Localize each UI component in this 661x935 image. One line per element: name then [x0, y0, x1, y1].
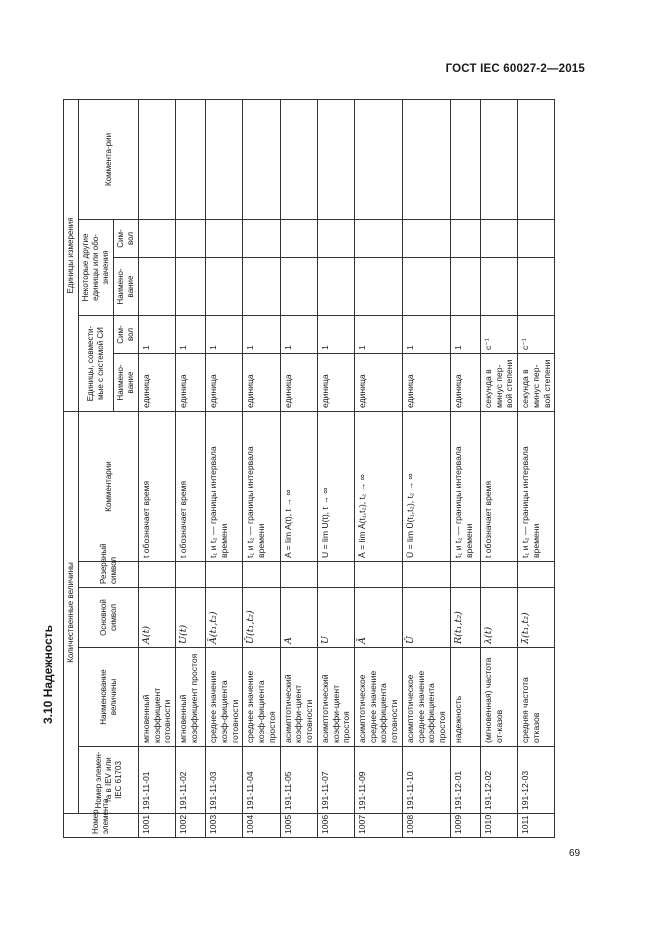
unit-comment [480, 99, 517, 219]
reliability-table [63, 99, 555, 838]
header-si-unit-name: Наимено-вание [114, 353, 139, 411]
header-other-unit-symbol: Сим-вол [114, 219, 139, 257]
table-row [176, 99, 206, 837]
table-row [317, 99, 354, 837]
quantity-name: асимптотический коэффи-циент готовности [280, 648, 317, 747]
si-unit-symbol: с⁻¹ [480, 315, 517, 353]
unit-comment [402, 99, 450, 219]
si-unit-name: единица [355, 353, 403, 411]
iev-number: 191-12-02 [480, 747, 517, 814]
si-unit-name: единица [402, 353, 450, 411]
other-unit-symbol [280, 219, 317, 257]
other-unit-symbol [206, 219, 243, 257]
si-unit-name: единица [317, 353, 354, 411]
header-row-2 [79, 99, 114, 837]
si-unit-name: единица [206, 353, 243, 411]
table-row [243, 99, 280, 837]
other-unit-name [317, 257, 354, 315]
table-row [402, 99, 450, 837]
unit-comment [355, 99, 403, 219]
section-title: 3.10 Надежность [41, 624, 55, 724]
reserve-symbol [450, 562, 480, 588]
other-unit-name [243, 257, 280, 315]
comment: A = lim A(t), t → ∞ [280, 411, 317, 561]
si-unit-name: секунда в минус пер-вой степени [518, 353, 555, 411]
row-number: 1004 [243, 814, 280, 838]
reserve-symbol [518, 562, 555, 588]
other-unit-symbol [355, 219, 403, 257]
table-row [518, 99, 555, 837]
comment: t обозначает время [139, 411, 176, 561]
iev-number: 191-11-03 [206, 747, 243, 814]
iev-number: 191-11-04 [243, 747, 280, 814]
quantity-name: мгновенный коэффициент простоя [176, 648, 206, 747]
quantity-name: асимптотический коэффи-циент простоя [317, 648, 354, 747]
table-row [206, 99, 243, 837]
header-element-number: Номер элемента [64, 814, 139, 838]
header-quantity-group: Количественные величины [64, 411, 79, 813]
si-unit-symbol: 1 [317, 315, 354, 353]
other-unit-symbol [176, 219, 206, 257]
quantity-name: среднее значение коэф-фициента готовности [206, 648, 243, 747]
header-other-unit-name: Наимено-вание [114, 257, 139, 315]
header-iev-number: Номер элемен-та в IEV или IEC 61703 [79, 747, 139, 814]
comment: Ū = lim Ū(t₁,t₂), t₂ → ∞ [402, 411, 450, 561]
si-unit-name: единица [243, 353, 280, 411]
unit-comment [518, 99, 555, 219]
main-symbol: A [280, 588, 317, 648]
header-main-symbol: Основной символ [79, 588, 139, 648]
si-unit-name: секунда в минус пер-вой степени [480, 353, 517, 411]
si-unit-symbol: 1 [206, 315, 243, 353]
main-symbol: U(t) [176, 588, 206, 648]
header-row-1 [64, 99, 79, 837]
si-unit-name: единица [176, 353, 206, 411]
reserve-symbol [206, 562, 243, 588]
reserve-symbol [280, 562, 317, 588]
other-unit-name [206, 257, 243, 315]
header-comments: Комментарии [79, 411, 139, 561]
header-si-unit-symbol: Сим-вол [114, 315, 139, 353]
unit-comment [243, 99, 280, 219]
row-number: 1003 [206, 814, 243, 838]
other-unit-name [176, 257, 206, 315]
si-unit-symbol: 1 [243, 315, 280, 353]
unit-comment [176, 99, 206, 219]
quantity-name: асимптотическое среднее значение коэффициента готовности [355, 648, 403, 747]
iev-number: 191-12-01 [450, 747, 480, 814]
quantity-name: мгновенный коэффициент готовности [139, 648, 176, 747]
si-unit-name: единица [450, 353, 480, 411]
row-number: 1002 [176, 814, 206, 838]
standard-header: ГОСТ IEC 60027-2—2015 [445, 63, 585, 75]
other-unit-name [355, 257, 403, 315]
other-unit-symbol [139, 219, 176, 257]
iev-number: 191-11-05 [280, 747, 317, 814]
other-unit-name [139, 257, 176, 315]
main-symbol: Ā [355, 588, 403, 648]
page-number: 69 [569, 848, 581, 859]
row-number: 1010 [480, 814, 517, 838]
main-symbol: λ(t) [480, 588, 517, 648]
table-row [450, 99, 480, 837]
other-unit-symbol [317, 219, 354, 257]
quantity-name: надежность [450, 648, 480, 747]
unit-comment [317, 99, 354, 219]
quantity-name: средняя частота отказов [518, 648, 555, 747]
reserve-symbol [480, 562, 517, 588]
comment: t обозначает время [176, 411, 206, 561]
header-units-group: Единицы измерения [64, 99, 79, 411]
iev-number: 191-11-07 [317, 747, 354, 814]
quantity-name: (мгновенная) частота от-казов [480, 648, 517, 747]
si-unit-symbol: 1 [280, 315, 317, 353]
row-number: 1011 [518, 814, 555, 838]
si-unit-symbol: 1 [176, 315, 206, 353]
comment: Ā = lim Ā(t₁,t₂), t₂ → ∞ [355, 411, 403, 561]
header-si-units: Единицы, совмести-мые с системой СИ [79, 315, 114, 411]
table-row [480, 99, 517, 837]
main-symbol: Ū [402, 588, 450, 648]
main-symbol: λ̄(t₁,t₂) [518, 588, 555, 648]
unit-comment [450, 99, 480, 219]
main-symbol: U [317, 588, 354, 648]
iev-number: 191-11-01 [139, 747, 176, 814]
quantity-name: асимптотическое среднее значение коэффициента простоя [402, 648, 450, 747]
main-symbol: Ū(t₁,t₂) [243, 588, 280, 648]
comment: t₁ и t₂ — границы интервала времени [206, 411, 243, 561]
si-unit-symbol: 1 [450, 315, 480, 353]
si-unit-name: единица [280, 353, 317, 411]
unit-comment [139, 99, 176, 219]
other-unit-symbol [480, 219, 517, 257]
iev-number: 191-11-02 [176, 747, 206, 814]
unit-comment [280, 99, 317, 219]
reserve-symbol [176, 562, 206, 588]
si-unit-symbol: 1 [402, 315, 450, 353]
rotated-page-content [41, 100, 551, 838]
header-unit-comments: Коммента-рии [79, 99, 139, 219]
si-unit-name: единица [139, 353, 176, 411]
reserve-symbol [402, 562, 450, 588]
other-unit-name [450, 257, 480, 315]
si-unit-symbol: с⁻¹ [518, 315, 555, 353]
header-other-units: Некоторые другие единицы или обо-значения [79, 219, 114, 315]
row-number: 1005 [280, 814, 317, 838]
quantity-name: среднее значение коэф-фициента простоя [243, 648, 280, 747]
iev-number: 191-11-10 [402, 747, 450, 814]
comment: t₁ и t₂ — границы интервала времени [243, 411, 280, 561]
other-unit-name [518, 257, 555, 315]
row-number: 1006 [317, 814, 354, 838]
comment: t₁ и t₂ — границы интервала времени [450, 411, 480, 561]
header-reserve-symbol: Резервный символ [79, 562, 139, 588]
comment: U = lim U(t), t → ∞ [317, 411, 354, 561]
unit-comment [206, 99, 243, 219]
other-unit-symbol [518, 219, 555, 257]
other-unit-symbol [243, 219, 280, 257]
iev-number: 191-12-03 [518, 747, 555, 814]
other-unit-name [402, 257, 450, 315]
table-row [280, 99, 317, 837]
si-unit-symbol: 1 [139, 315, 176, 353]
reserve-symbol [139, 562, 176, 588]
row-number: 1001 [139, 814, 176, 838]
main-symbol: Ā(t₁,t₂) [206, 588, 243, 648]
row-number: 1008 [402, 814, 450, 838]
reserve-symbol [355, 562, 403, 588]
main-symbol: R(t₁,t₂) [450, 588, 480, 648]
other-unit-symbol [450, 219, 480, 257]
main-symbol: A(t) [139, 588, 176, 648]
table-row [355, 99, 403, 837]
header-quantity-name: Наименование величины [79, 648, 139, 747]
other-unit-name [280, 257, 317, 315]
iev-number: 191-11-09 [355, 747, 403, 814]
row-number: 1009 [450, 814, 480, 838]
other-unit-name [480, 257, 517, 315]
row-number: 1007 [355, 814, 403, 838]
table-row [139, 99, 176, 837]
comment: t₁ и t₂ — границы интервала времени [518, 411, 555, 561]
si-unit-symbol: 1 [355, 315, 403, 353]
reserve-symbol [243, 562, 280, 588]
comment: t обозначает время [480, 411, 517, 561]
reserve-symbol [317, 562, 354, 588]
other-unit-symbol [402, 219, 450, 257]
